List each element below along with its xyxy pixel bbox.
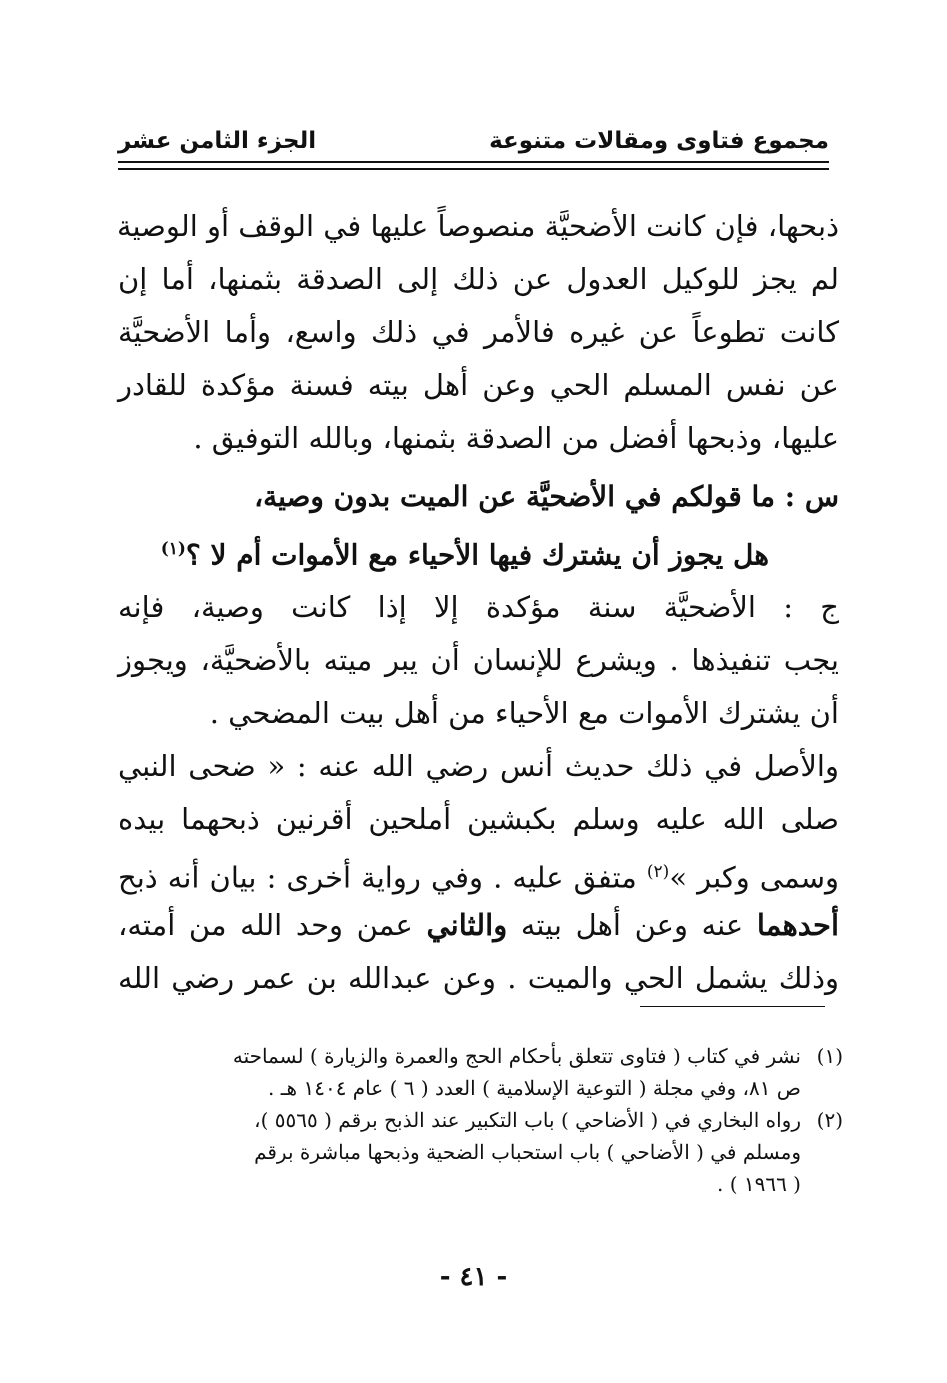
text-line: لم يجز للوكيل العدول عن ذلك إلى الصدقة بثمنها، أما إن — [118, 262, 839, 296]
question-text: س : ما قولكم في الأضحيَّة عن الميت بدون وصية، — [254, 480, 839, 513]
answer-line: وذلك يشمل الحي والميت . وعن عبدالله بن عمر رضي الله — [118, 961, 839, 995]
text-span: عنه وعن أهل بيته — [520, 908, 744, 942]
footnote-separator — [640, 1006, 825, 1007]
footnote — [118, 1040, 843, 1104]
footnote-ref: (١) — [160, 539, 186, 559]
text-line: عليها، وذبحها أفضل من الصدقة بثمنها، وبالله التوفيق . — [193, 421, 839, 455]
answer-line — [118, 846, 839, 899]
footnote-number: (٢) — [816, 1108, 843, 1132]
main-text — [118, 200, 839, 1005]
question-line — [118, 471, 839, 523]
text-line: عن نفس المسلم الحي وعن أهل بيته فسنة مؤكدة للقادر — [118, 368, 839, 402]
text-line: ذبحها، فإن كانت الأضحيَّة منصوصاً عليها في الوقف أو الوصية — [116, 209, 839, 243]
text-line: كانت تطوعاً عن غيره فالأمر في ذلك واسع، وأما الأضحيَّة — [118, 315, 839, 349]
bold-term: أحدهما — [756, 908, 840, 942]
footnote-text: ( ١٩٦٦ ) . — [716, 1172, 801, 1196]
footnote-text: رواه البخاري في ( الأضاحي ) باب التكبير عند الذبح برقم ( ٥٥٦٥ )، — [254, 1108, 801, 1132]
question-line — [118, 523, 839, 575]
header-volume-title: الجزء الثامن عشر — [118, 128, 317, 154]
footnote-text: ومسلم في ( الأضاحي ) باب استحباب الضحية وذبحها مباشرة برقم — [254, 1140, 801, 1164]
answer-line — [118, 899, 839, 952]
running-header — [118, 118, 829, 154]
footnote-text: ص ٨١، وفي مجلة ( التوعية الإسلامية ) العدد ( ٦ ) عام ١٤٠٤ هـ . — [267, 1076, 801, 1100]
footnote-number: (١) — [816, 1044, 843, 1068]
answer-line: ج : الأضحيَّة سنة مؤكدة إلا إذا كانت وصية، فإنه — [118, 590, 839, 624]
footnote — [118, 1104, 843, 1200]
header-rule-thin — [118, 161, 829, 163]
footnote-ref: (٢) — [646, 862, 670, 882]
header-book-title: مجموع فتاوى ومقالات متنوعة — [489, 128, 829, 154]
answer-line: يجب تنفيذها . ويشرع للإنسان أن يبر ميته بالأضحيَّة، ويجوز — [118, 643, 839, 677]
answer-line: صلى الله عليه وسلم بكبشين أملحين أقرنين ذبحهما بيده — [118, 802, 839, 836]
bold-term: والثاني — [426, 908, 508, 942]
answer-line: أن يشترك الأموات مع الأحياء من أهل بيت المضحي . — [209, 696, 839, 730]
footnotes — [118, 1040, 843, 1200]
header-rule-thick — [118, 168, 829, 170]
text-span: وسمى وكبر » — [669, 860, 840, 895]
page-number: - ٤١ - — [439, 1262, 508, 1292]
footnote-text: نشر في كتاب ( فتاوى تتعلق بأحكام الحج والعمرة والزيارة ) لسماحته — [232, 1044, 801, 1068]
text-span: عمن وحد الله من أمته، — [118, 908, 413, 942]
answer-line: والأصل في ذلك حديث أنس رضي الله عنه : « ضحى النبي — [118, 749, 839, 783]
text-span: متفق عليه . وفي رواية أخرى : بيان أنه ذبح — [118, 860, 637, 895]
question-text: هل يجوز أن يشترك فيها الأحياء مع الأموات أم لا ؟ — [185, 538, 769, 572]
